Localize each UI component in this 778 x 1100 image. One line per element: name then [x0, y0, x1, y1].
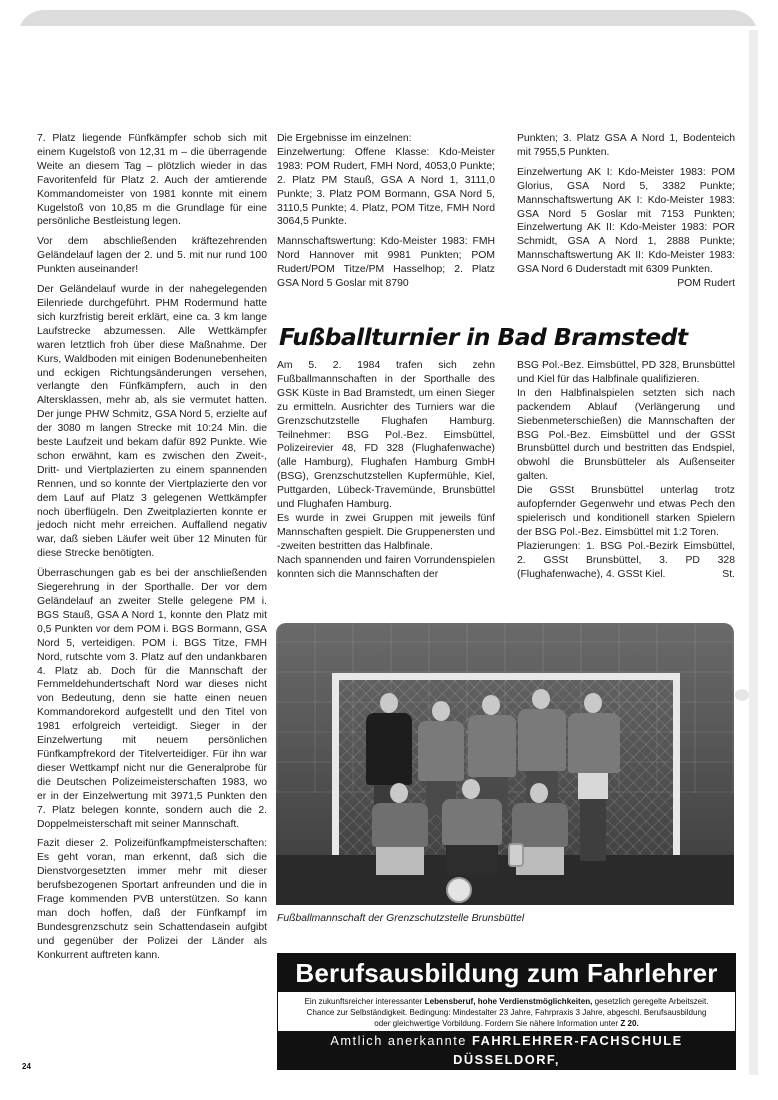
football-article-column-2 — [517, 359, 735, 582]
results-column-2 — [517, 132, 735, 291]
paragraph: Punkten; 3. Platz GSA A Nord 1, Bodenteich mit 7955,5 Punkten. — [517, 133, 735, 158]
ad-text: Amtlich anerkannte — [330, 1033, 472, 1048]
page-edge-shade — [749, 30, 758, 1075]
paragraph: Vor dem abschließenden kräftezehrenden Geländelauf lagen der 2. und 5. mit nur rund 100 Punkten auseinander! — [37, 236, 267, 276]
football — [446, 877, 472, 903]
school-name-line — [278, 1031, 735, 1069]
advertisement-title: Berufsausbildung zum Fahrlehrer — [278, 954, 735, 992]
photo-caption: Fußballmannschaft der Grenzschutzstelle Brunsbüttel — [277, 913, 525, 924]
advertisement — [277, 953, 736, 1084]
page-number: 24 — [22, 1062, 31, 1071]
author-signature: St. — [722, 568, 735, 580]
paragraph: BSG Pol.-Bez. Eimsbüttel, PD 328, Brunsbüttel und Kiel für das Halbfinale qualifizieren. — [517, 360, 735, 385]
advertisement-footer — [278, 1031, 735, 1084]
paragraph: Überraschungen gab es bei der anschließenden Siegerehrung in der Sporthalle. Der vor dem Geländelauf an zweiter Stelle gelegene PM i. BGS Stauß, GSA A Nord 1, konnte den Platz mit 0,5 Punkten vor dem POM i. BGS Bormann, GSA Nord 5, verteidigen. POM i. BGS Titze, FMH Nord, rutschte vom 3. Platz auf den undankbaren 4. Platz ab. Doch für die Mannschaft der Fernmeldehundertschaft Nord war dieses nicht von Bedeutung, denn sie hatte einen neuen Kommandorekord aufgestellt und den Titel von 1981 erfolgreich verteidigt. Sieger in der Einzelwertung mit neuem persönlichen Fünfkampfrekord der Titelverteidiger. Für ihn war dieser Wettkampf nicht nur die Generalprobe für die Deutschen Polizeimeisterschaften 1983, wo er in der Einzelwertung mit 3971,5 Punkten den 7. Platz belegen konnte, sondern auch die 2. Doppelmeisterschaft mit seiner Mannschaft. — [37, 568, 267, 830]
advertisement-body-line: Chance zur Selbständigkeit. Bedingung: Mindestalter 23 Jahre, Fahrpraxis 3 Jahre, abgeschl. Berufsausbildung — [306, 1008, 707, 1018]
article-column-1 — [37, 132, 267, 963]
page-header-blank — [18, 26, 758, 112]
ad-text: Ein zukunftsreicher interessanter — [304, 997, 425, 1006]
paragraph: Die Ergebnisse im einzelnen: — [277, 133, 412, 144]
margin-mark — [735, 689, 749, 701]
paragraph: Nach spannenden und fairen Vorrundenspielen konnten sich die Mannschaften der — [277, 554, 495, 580]
ad-text-bold: Lebensberuf, hohe Verdienstmöglichkeiten, — [424, 997, 593, 1006]
results-column-1 — [277, 132, 495, 291]
trophy — [508, 843, 524, 867]
advertisement-body-line — [284, 1018, 729, 1029]
paragraph: Fazit dieser 2. Polizeifünfkampfmeisterschaften: Es geht voran, man erkennt, daß sich die Dienstvorgesetzten immer mehr mit dieser berufsbezogenen Sportart anfreunden und die in Frage kommenden PVB unterstützen. So kann man doch hoffen, daß der Fünfkampf im Bundesgrenzschutz sein Schattendasein aufgibt und gegenüber der Polizei der Länder als Konkurrent auftreten kann. — [37, 838, 267, 961]
paragraph: Es wurde in zwei Gruppen mit jeweils fünf Mannschaften gespielt. Die Gruppenersten und -zweiten bestritten das Halbfinale. — [277, 512, 495, 552]
paragraph: Die GSSt Brunsbüttel unterlag trotz aufopfernder Gegenwehr und etwas Pech den spielerisch und konditionell starken Spielern der BSG Pol.-Bez. Eimsbüttel mit 1:2 Toren. — [517, 485, 735, 538]
ad-text-bold: Z 20. — [620, 1019, 639, 1029]
advertisement-body — [284, 996, 729, 1030]
gym-floor — [276, 855, 734, 905]
paragraph: Mannschaftswertung: Kdo-Meister 1983: FMH Nord Hannover mit 9981 Punkten; POM Rudert/POM Titze/PM Hasselhop; 2. Platz GSA Nord 5 Goslar mit 8790 — [277, 236, 495, 290]
advertisement-body-line — [284, 996, 729, 1007]
football-article-column-1 — [277, 359, 495, 582]
paragraph: 7. Platz liegende Fünfkämpfer schob sich mit einem Kugelstoß von 12,31 m – die überragende Weite an diesem Tag – plötzlich wieder in das Favoritenfeld für Platz 2. Auch der amtierende Kommandomeister von 1981 konnte mit einem Kugelstoß von 10,85 m die Grundlage für eine persönliche Bestleistung legen. — [37, 133, 267, 228]
school-name: FAHRLEHRER-FACHSCHULE DÜSSELDORF, — [453, 1033, 683, 1067]
ad-text: gesetzlich geregelte Arbeitszeit. — [592, 997, 709, 1006]
paragraph: In den Halbfinalspielen setzten sich nach packendem Ablauf (Verlängerung und Siebenmeterschießen) die Mannschaften der BSG Pol.-Bez. Eimsbüttel und der GSSt Brunsbüttel durch und bestritten das Endspiel, obwohl die Brunsbütteler als Außenseiter galten. — [517, 387, 735, 483]
paragraph: Einzelwertung AK I: Kdo-Meister 1983: POM Glorius, GSA Nord 5, 3382 Punkte; Mannschaftswertung AK I: Kdo-Meister 1983: GSA Nord 5 Goslar mit 7153 Punkten; Einzelwertung AK II: Kdo-Meister 1983: POR Schmidt, GSA A Nord 1, 2888 Punkte; Mannschaftswertung AK II: Kdo-Meister 1983: GSA Nord 6 Duderstadt mit 6309 Punkten. — [517, 166, 735, 276]
paragraph: Der Geländelauf wurde in der nahegelegenden Eilenriede durchgeführt. PHM Rodermund hatte sich kurzfristig bereit erklärt, eine ca. 3 km lange Laufstrecke abzumessen. Alle Wettkämpfer waren letztlich froh über diese Maßnahme. Der Kurs, Waldboden mit einigen Bodenunebenheiten und eckigen Richtungsänderungen versehen, verlangte den Fünfkämpfern, auch in den Altersklassen, mehr ab, als sie vermutet hatten. Der junge PHW Schmitz, GSA Nord 5, erzielte auf der 3080 m langen Strecke mit 10:24 Min. die beste Laufzeit und bekam dafür 892 Punkte. Wie schon erwähnt, kam es zwischen den Zweit-, Dritt- und Viertplazierten zu einem spannenden Rennen, und so konnte der Viertplazierte den vor dem Lauf auf Platz 3 gelegenen Wettkämpfer noch überflügeln. Den Zweitplazierten konnte er jedoch nicht mehr erreichen. Auffallend negativ war, daß sieben Läufer weit über 12 Minuten für diese Strecke benötigten. — [37, 284, 267, 560]
paragraph: Einzelwertung: Offene Klasse: Kdo-Meister 1983: POM Rudert, FMH Nord, 4053,0 Punkte; 2. Platz PM Stauß, GSA A Nord 1, 3111,0 Punkte; 3. Platz POM Bormann, GSA Nord 5, 3110,5 Punkte; 4. Platz, POM Titze, FMH Nord 3064,5 Punkte. — [277, 146, 495, 228]
ad-text: oder gleichwertige Vorbildung. Fordern Sie nähere Information unter — [374, 1019, 621, 1029]
school-address: Münsterstraße 241, Tel. 0211/637878, Postfach 320367 — [341, 1070, 672, 1084]
paragraph: Am 5. 2. 1984 trafen sich zehn Fußballmannschaften in der Sporthalle des GSK Küste in Bad Bramstedt, um einen Sieger zu ermitteln. Ausrichter des Turniers war die Grenzschutzstelle Flughafen Hamburg. Teilnehmer: BSG Pol.-Bez. Eimsbüttel, Polizeirevier 48, FD 328 (Flughafenwache) (alle Hamburg), Flughafen Hamburg GmbH (BSG), Grenzschutzstellen Kupfermühle, Kiel, Puttgarden, Lübeck-Travemünde, Brunsbüttel und Flughafen Hamburg. — [277, 360, 495, 511]
article-headline: Fußballturnier in Bad Bramstedt — [279, 323, 688, 351]
paragraph: Plazierungen: 1. BSG Pol.-Bezirk Eimsbüttel, 2. GSSt Brunsbüttel, 3. PD 328 (Flughafenwache), 4. GSSt Kiel. — [517, 540, 735, 580]
author-signature: POM Rudert — [677, 278, 735, 290]
team-photo — [276, 623, 734, 905]
